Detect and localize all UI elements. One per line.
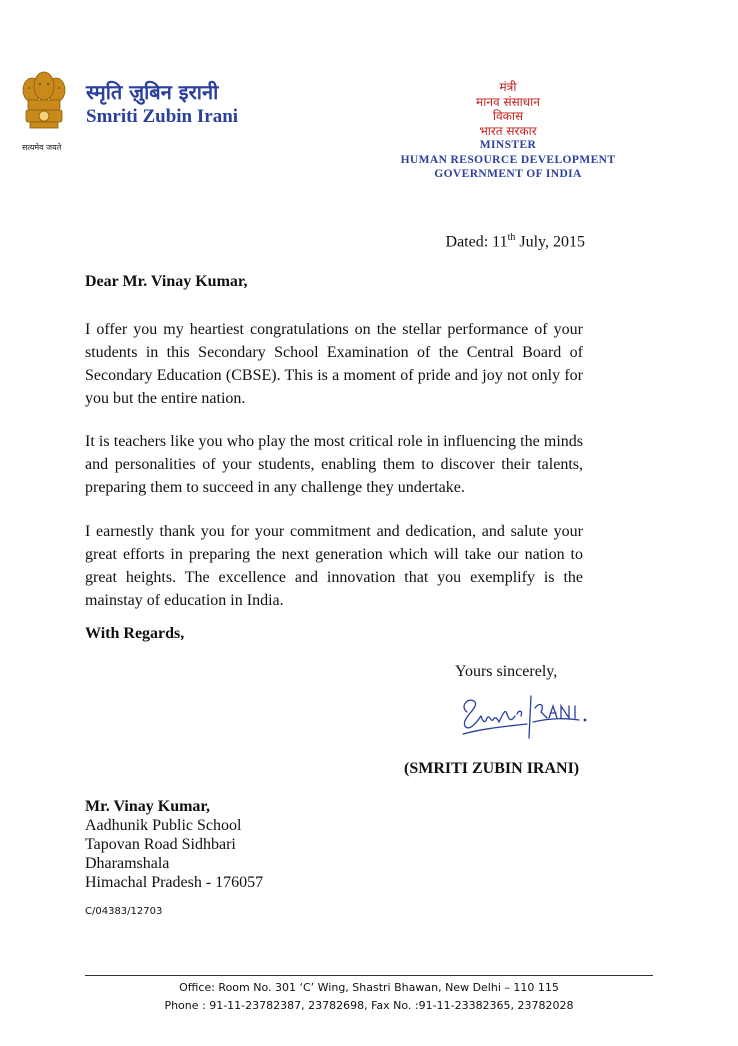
regards: With Regards, xyxy=(85,625,185,642)
address-line: Himachal Pradesh - 176057 xyxy=(85,874,264,891)
address-line: Aadhunik Public School xyxy=(85,817,242,834)
minister-name-hindi: स्मृति ज़ुबिन इरानी xyxy=(86,80,219,104)
closing: Yours sincerely, xyxy=(455,663,558,680)
signer-name: (SMRITI ZUBIN IRANI) xyxy=(404,760,580,777)
footer-office-address: Office: Room No. 301 ‘C’ Wing, Shastri Bhawan, New Delhi – 110 115 xyxy=(179,981,559,994)
footer-phone: Phone : 91-11-23782387, 23782698, Fax No. :91-11-23382365, 23782028 xyxy=(164,999,574,1012)
designation-hindi-line: मंत्री xyxy=(499,80,517,94)
date-prefix: Dated: 11 xyxy=(445,233,508,251)
handwritten-signature xyxy=(455,688,595,748)
date-ordinal: th xyxy=(507,232,516,243)
recipient-name: Mr. Vinay Kumar, xyxy=(85,798,211,815)
footer-divider xyxy=(85,975,653,976)
address-line: Tapovan Road Sidhbari xyxy=(85,836,236,853)
salutation: Dear Mr. Vinay Kumar, xyxy=(85,273,248,290)
designation-block xyxy=(378,80,638,182)
designation-english-line: HUMAN RESOURCE DEVELOPMENT xyxy=(400,153,616,166)
minister-name-english: Smriti Zubin Irani xyxy=(86,106,239,127)
designation-hindi-line: मानव संसाधान xyxy=(476,94,540,109)
designation-hindi-line: विकास xyxy=(492,109,524,123)
body-paragraph: I earnestly thank you for your commitment and dedication, and salute your great efforts in preparing the next generation which will take our nation to great heights. The excellence and innovation that you exemplify is the mainstay of education in India. xyxy=(85,523,583,609)
recipient-address xyxy=(85,797,263,892)
letter-date xyxy=(446,232,585,251)
reference-number: C/04383/12703 xyxy=(85,906,163,917)
designation-english-line: GOVERNMENT OF INDIA xyxy=(434,168,582,180)
date-month-year: July, 2015 xyxy=(515,233,585,251)
address-line: Dharamshala xyxy=(85,855,170,872)
body-paragraph: It is teachers like you who play the most critical role in influencing the minds and personalities of your students, enabling them to discover their talents, preparing them to succeed in any challenge they undertake. xyxy=(85,433,583,496)
body-paragraph: I offer you my heartiest congratulations on the stellar performance of your students in this Secondary School Examination of the Central Board of Secondary Education (CBSE). This is a moment of pride and joy not only for you but the entire nation. xyxy=(85,321,583,407)
emblem-motto: सत्यमेव जयते xyxy=(22,143,62,152)
designation-hindi-line: भारत सरकार xyxy=(479,123,537,138)
designation-english-line: MINSTER xyxy=(479,139,537,151)
